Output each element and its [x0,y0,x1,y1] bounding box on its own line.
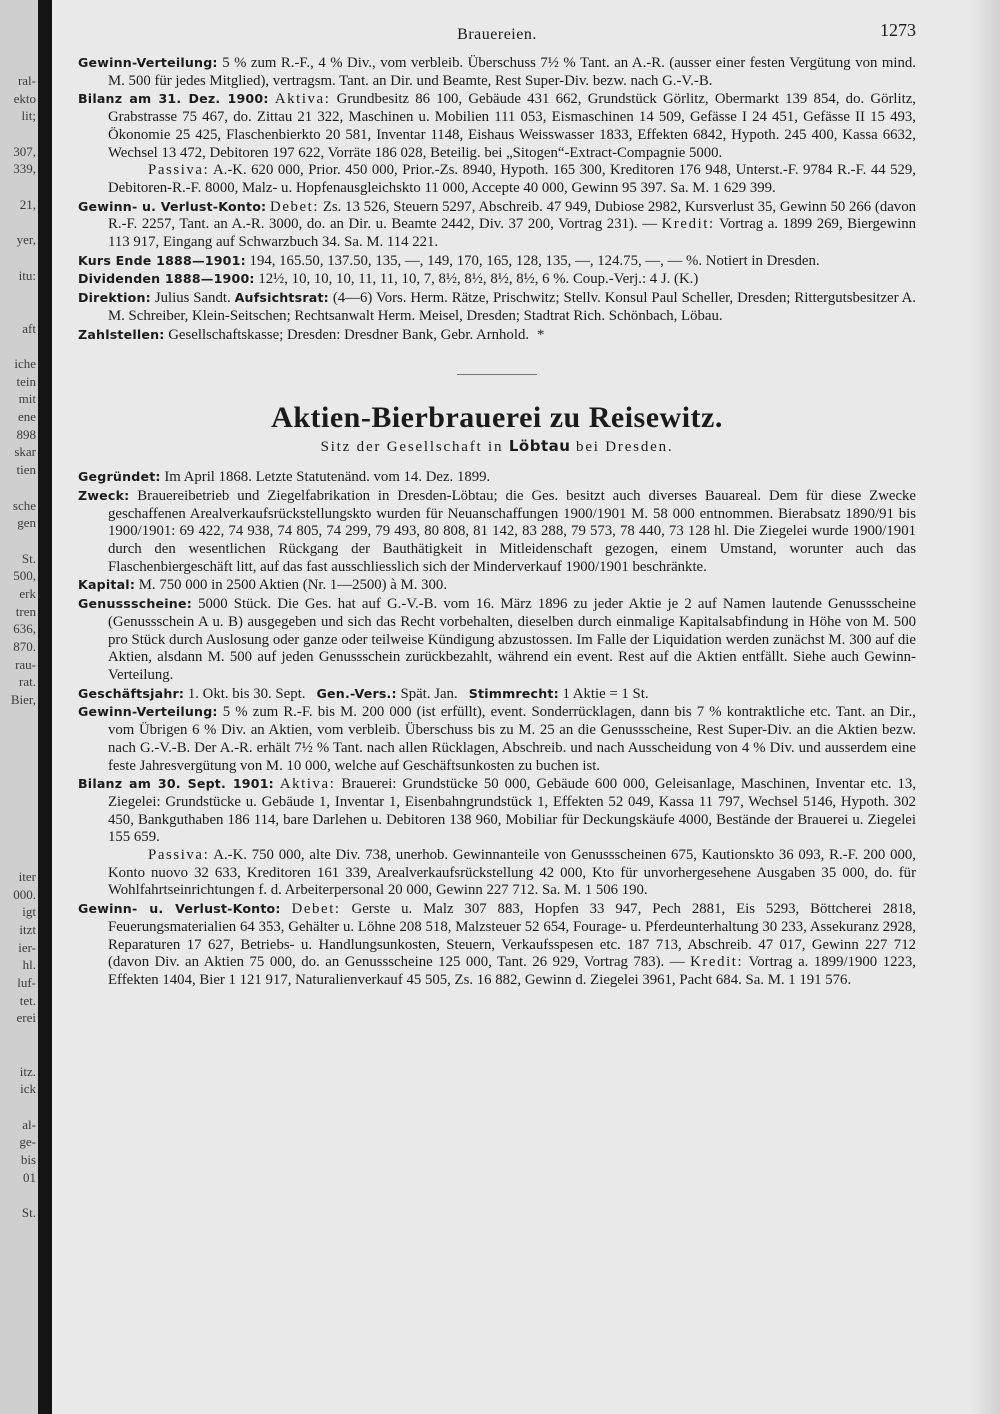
text-kredit: Vortrag a. 1899/1900 1223, Effekten 1404, Bier 1 121 917, Naturalienverkauf 45 505, Zs. 16 882, Gewinn d. Ziegelei 3961, Pacht 684. Sa. M. 1 191 576. [108,954,916,988]
passiva [78,847,916,900]
prev-dividenden [78,270,916,289]
margin-fragment: mit [18,391,36,407]
prev-bilanz [78,90,916,162]
margin-fragment: itzt [19,922,36,937]
margin-fragment [0,815,38,833]
stimm-label: Stimmrecht: [468,685,559,701]
text-kredit: Vortrag a. 1899 269, Biergewinn 113 917, Eingang auf Schwarzbuch 34. Sa. M. 114 221. [108,216,917,251]
text-debet: Gerste u. Malz 307 883, Hopfen 33 947, Pech 2881, Eis 5293, Böttcherei 2818, Feuerungsmaterialien 64 353, Gehälter u. Löhne 208 518, Malzsteuer 52 654, Fourage- u. Pferdeunterhaltung 30 233, Assekuranz 2928, Reparaturen 17 627, Betriebs- u. Handlungsunkosten, Steuern, Verkaufsspesen etc. 187 713, Abschreib. 47 017, Gewinn 227 712 (davon Div. an Aktien 75 000, do. an Genussscheine 125 000, Tant. 26 929, Vortrag 783). — [108,901,916,971]
margin-fragment [0,249,38,267]
text: Grundbesitz 86 100, Gebäude 431 662, Grundstück Görlitz, Obermarkt 139 854, do. Görlitz, Grabstrasse 75 467, do. Zittau 21 322, Maschinen u. Mobilien 111 053, Eismaschinen 14 509, Gefässe I 24 451, Gefässe II 15 493, Ökonomie 25 425, Flaschenbierkto 20 581, Inventar 1148, Eishaus Weisswasser 1833, Effekten 6842, Hypoth. 245 400, Kassa 6632, Wechsel 13 472, Debitoren 197 622, Vorräte 186 028, Beteilig. bei „Sitogen“-Extract-Compagnie 5000. [108,91,917,161]
margin-fragment [0,780,38,798]
page [78,20,916,1400]
label: Kapital: [78,577,136,593]
left-gutter [0,0,38,1414]
margin-fragment: 21, [19,196,36,212]
binding-shadow [38,0,52,1414]
label: Direktion: [78,290,151,306]
prev-kurs [78,252,916,271]
margin-fragment [0,797,38,815]
gegruendet [78,468,916,487]
text: 5 % zum R.-F. bis M. 200 000 (ist erfüllt), event. Sonderrücklagen, dann bis 7 % kontraktliche etc. Tant. an Dir., vom Übrigen 6 % Div. an Aktien, vom verbleib. Überschuss bis zu M. 25 an die Genussscheine, Rest Super-Div. an die Aktien bezw. nach G.-V.-B. Der A.-R. erhält 7½ % Tant. nach allen Rücklagen, Abschreib. und nach Ausscheidung von 4 % Div. und ausserdem eine feste Jahresvergütung von M. 10 000, welche auf Geschäftsunkosten zu buchen ist. [108,704,916,774]
margin-fragment: 500, [13,568,36,584]
text: 12½, 10, 10, 10, 11, 11, 10, 7, 8½, 8½, 8½, 8½, 6 %. Coup.-Verj.: 4 J. (K.) [258,271,699,288]
margin-fragment [0,284,38,302]
margin-fragment [0,337,38,355]
text: 5 % zum R.-F., 4 % Div., vom verbleib. Überschuss 7½ % Tant. an A.-R. (ausser einer festen Vergütung von mind. M. 500 für jedes Mitglied), vertragsm. Tant. an Dir. und Beamte, Rest Super-Div. bezw. nach G.-V.-B. [108,55,917,89]
text: M. 750 000 in 2500 Aktien (Nr. 1—2500) à M. 300. [138,577,448,594]
aufsichtsrat-label: Aufsichtsrat: [234,290,329,306]
margin-fragment: igt [22,904,36,920]
label: Bilanz am 30. Sept. 1901: [78,776,274,792]
margin-fragment: rau- [15,656,36,672]
margin-fragment [0,1098,38,1116]
margin-fragment [0,1186,38,1204]
margin-fragment: 01 [23,1169,36,1185]
margin-fragment: ene [17,409,36,425]
label: Gewinn-Verteilung: [78,704,218,720]
margin-fragment: 339, [13,161,36,177]
margin-fragment [0,744,38,762]
passiva-word: Passiva: [148,847,210,864]
margin-fragment [0,850,38,868]
adjacent-page-fragments [0,72,38,1222]
text: 194, 165.50, 137.50, 135, —, 149, 170, 165, 128, 135, —, 124.75, —, — %. Notiert in Dresden. [249,252,820,269]
margin-fragment: hl. [22,957,36,973]
margin-fragment: tein [16,373,36,389]
kapital [78,576,916,595]
margin-fragment: tren [15,603,36,619]
text: Im April 1868. Letzte Statutenänd. vom 14. Dez. 1899. [164,469,491,486]
gj-label: Geschäftsjahr: [78,685,185,701]
margin-fragment: bis [20,1151,36,1167]
margin-fragment: tet. [19,992,36,1008]
label: Gegründet: [78,469,161,485]
label: Dividenden 1888—1900: [78,271,255,287]
end-marker: * [537,326,545,343]
running-head [78,20,916,54]
label: Zahlstellen: [78,326,165,342]
aktiva-word: Aktiva: [274,91,331,108]
company-title: Aktien-Bierbrauerei zu Reisewitz. [271,401,723,435]
gv-text: Spät. Jan. [400,685,458,702]
margin-fragment: sche [12,497,36,513]
margin-fragment: ier- [18,939,36,955]
seat-suffix: bei Dresden. [576,439,674,456]
margin-fragment [0,302,38,320]
margin-fragment [0,214,38,232]
margin-fragment: itu: [18,267,36,283]
zweck [78,487,916,577]
margin-fragment [0,762,38,780]
seat-city: Löbtau [508,437,571,456]
section-divider [457,374,537,375]
margin-fragment [0,1045,38,1063]
text: A.-K. 750 000, alte Div. 738, unerhob. Gewinnanteile von Genussscheinen 675, Kautionskto 36 093, R.-F. 200 000, Konto nuovo 32 633, Kreditoren 161 339, Arealverkaufsrückstellung 42 000, Kto für unvorhergesehene Ausgaben 35 000, do. für Wohlfahrtseinrichtungen f. d. Arbeiterpersonal 20 000, Gewinn 227 712. Sa. M. 1 506 190. [108,847,916,899]
text: Gesellschaftskasse; Dresden: Dresdner Bank, Gebr. Arnhold. [168,326,530,343]
prev-passiva [78,162,916,197]
prev-direktion [78,289,916,325]
text: Julius Sandt. [154,290,231,307]
margin-fragment: yer, [16,232,36,248]
prev-gewinn-verteilung [78,54,916,90]
margin-fragment: itz. [19,1063,36,1079]
margin-fragment: iche [14,356,36,371]
label: Kurs Ende 1888—1901: [78,252,246,268]
label: Gewinn- u. Verlust-Konto: [78,901,281,917]
margin-fragment: aft [22,320,36,336]
margin-fragment: 000. [13,886,36,902]
margin-fragment [0,709,38,727]
margin-fragment: 307, [13,143,36,159]
company-seat [78,437,916,456]
margin-fragment: gen [17,515,36,531]
debet-word: Debet: [291,901,341,918]
margin-fragment [0,833,38,851]
aktiva-word: Aktiva: [279,776,336,793]
margin-fragment: luf- [17,975,36,991]
text: Brauereibetrieb und Ziegelfabrikation in Dresden-Löbtau; die Ges. besitzt auch diverses Bauareal. Dem für diese Zwecke geschaffenen Arealverkaufsrückstellungskto wurden für Neuanschaffungen 1900/1901 M. 58 000 entnommen. Bierabsatz 1890/91 bis 1900/1901: 69 422, 74 938, 74 805, 74 299, 79 493, 80 808, 81 142, 83 288, 79 573, 78 440, 73 128 hl. Die Ziegelei wurde 1900/1901 durch den wesentlichen Rückgang der Bauthätigkeit in Mitleidenschaft gezogen, einem Umstand, worunter auch das Flaschenbiergeschäft litt, auf das fast ausschliesslich sich der Minderverkauf 1900/1901 beschränkte. [108,487,916,575]
prev-zahlstellen [78,326,916,345]
margin-fragment: Bier, [10,692,36,708]
kredit-word: Kredit: [690,954,744,971]
text: 5000 Stück. Die Ges. hat auf G.-V.-B. vom 16. März 1896 zu jeder Aktie je 2 auf Namen lautende Genussscheine (Genussschein A u. B) ausgegeben und sich das Recht vorbehalten, dieselben durch einmalige Kapitalsabfindung in Höhe von M. 500 pro Stück durch Auslosung oder ganze oder teilweise Kündigung abzustossen. Im Falle der Liquidation werden zunächst M. 300 auf die Aktien, alsdann M. 500 auf jeden Genussschein zurückbezahlt, während ein event. Rest auf die Aktien entfällt. Siehe auch Gewinn-Verteilung. [108,596,916,683]
right-edge-shade [970,0,1000,1414]
margin-fragment: ick [20,1081,36,1097]
page-number: 1273 [880,20,916,40]
geschaeftsjahr [78,685,916,704]
label: Genussscheine: [78,596,192,612]
margin-fragment: tien [16,462,36,478]
label: Bilanz am 31. Dez. 1900: [78,91,269,107]
margin-fragment: ral- [17,73,36,88]
text: A.-K. 620 000, Prior. 450 000, Prior.-Zs. 8940, Hypoth. 165 300, Kreditoren 176 948, Unterst.-F. 9784 R.-F. 44 529, Debitoren-R.-F. 8000, Malz- u. Hopfenausgleichskto 11 000, Accepte 40 000, Gewinn 95 397. Sa. M. 1 629 399. [108,162,916,196]
margin-fragment: rat. [19,674,36,690]
margin-fragment [0,726,38,744]
margin-fragment: lit; [21,108,36,124]
margin-fragment: 636, [13,621,36,637]
label: Zweck: [78,487,130,503]
margin-fragment [0,479,38,497]
passiva-word: Passiva: [148,162,210,179]
guv [78,900,916,990]
margin-fragment: ge- [19,1134,36,1150]
margin-fragment: St. [21,1205,36,1220]
kredit-word: Kredit: [661,216,715,233]
margin-fragment: skar [14,444,36,460]
aufsichtsrat-text: (4—6) Vors. Herm. Rätze, Prischwitz; Stellv. Konsul Paul Scheller, Dresden; Rittergutsbesitzer A. M. Schreiber, Klein-Seitschen; Rechtsanwalt Herm. Meisel, Dresden; Stadtrat Rich. Schönbach, Löbau. [108,290,916,324]
genussscheine [78,595,916,685]
stimm-text: 1 Aktie = 1 St. [562,685,649,702]
text: Brauerei: Grundstücke 50 000, Gebäude 600 000, Geleisanlage, Maschinen, Inventar etc. 13, Ziegelei: Grundstücke u. Gebäude 1, Inventar 1, Eisenbahngrundstück 1, Effekten 52 049, Kassa 11 797, Wechsel 5146, Hypoth. 302 450, Bankguthaben 186 114, bare Darlehen u. Debitoren 138 960, Mobiliar für Deckungskäufe 4000, Bestände der Brauerei u. Ziegelei 155 659. [108,776,917,846]
gewinn-verteilung [78,703,916,775]
label: Gewinn-Verteilung: [78,55,218,70]
margin-fragment: al- [22,1116,36,1132]
margin-fragment: erei [16,1010,36,1026]
margin-fragment: erk [19,585,36,601]
prev-guv [78,198,916,252]
margin-fragment: 898 [16,426,36,442]
margin-fragment: iter [18,868,36,884]
debet-word: Debet: [270,198,320,215]
running-title: Brauereien. [457,26,537,43]
margin-fragment [0,1027,38,1045]
bilanz [78,775,916,847]
margin-fragment [0,125,38,143]
seat-prefix: Sitz der Gesellschaft in [320,439,504,456]
margin-fragment: ekto [13,90,36,106]
margin-fragment [0,178,38,196]
gj-text: 1. Okt. bis 30. Sept. [187,685,306,702]
gv-label: Gen.-Vers.: [316,685,397,701]
label: Gewinn- u. Verlust-Konto: [78,198,267,214]
margin-fragment: 870. [13,639,36,654]
margin-fragment [0,532,38,550]
margin-fragment: St. [21,550,36,566]
text-debet: Zs. 13 526, Steuern 5297, Abschreib. 47 949, Dubiose 2982, Kursverlust 35, Gewinn 50 266 (davon R.-F. 2257, Tant. an A.-R. 3000, do. an Dir. u. Beamte 2442, Div. 37 200, Vortrag 231). — [108,198,917,233]
